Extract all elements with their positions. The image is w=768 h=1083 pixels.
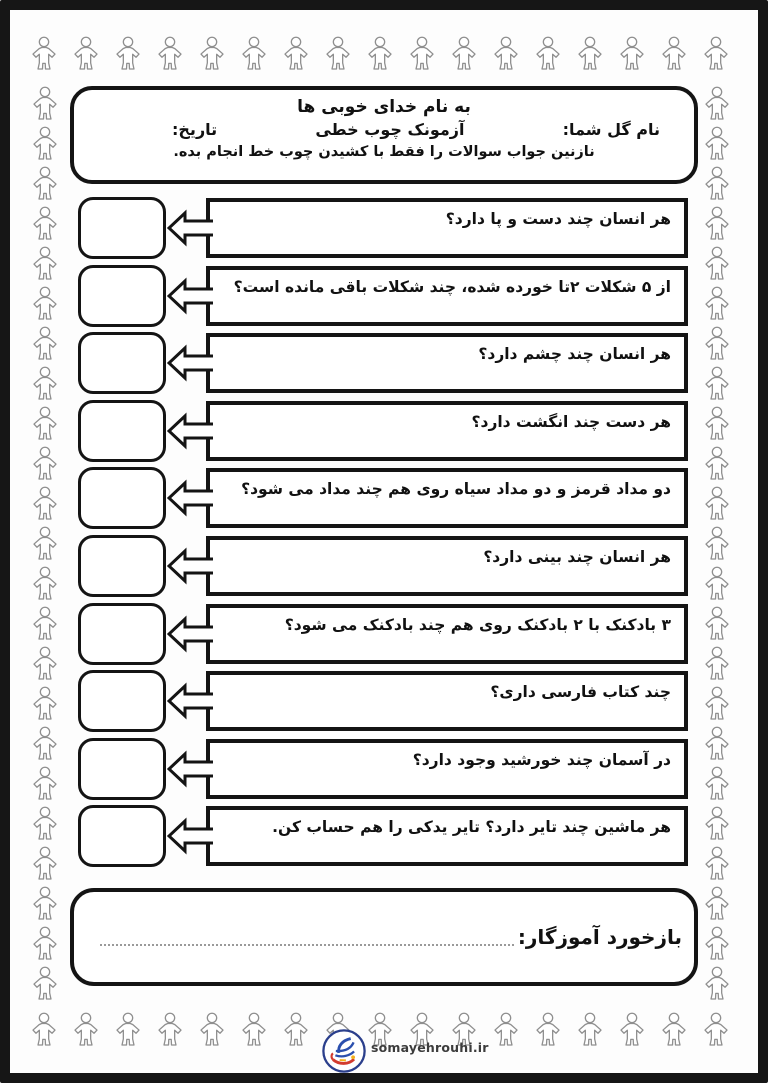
date-label: تاریخ: <box>172 120 218 139</box>
question-box <box>206 671 688 731</box>
question-box <box>206 468 688 528</box>
person-icon <box>114 36 142 74</box>
person-icon <box>703 926 731 964</box>
question-text: ۳ بادکنک با ۲ بادکنک روی هم چند بادکنک می شود؟ <box>284 616 671 634</box>
left-arrow-icon <box>167 208 213 248</box>
question-box <box>206 333 688 393</box>
person-icon <box>198 36 226 74</box>
question-box <box>206 401 688 461</box>
question-text: هر دست چند انگشت دارد؟ <box>471 413 671 431</box>
person-icon <box>240 36 268 74</box>
person-icon <box>114 1012 142 1050</box>
person-icon <box>30 1012 58 1050</box>
person-icon <box>703 886 731 924</box>
person-icon <box>703 966 731 1004</box>
question-box <box>206 739 688 799</box>
person-icon <box>576 36 604 74</box>
person-icon <box>702 36 730 74</box>
person-icon <box>72 36 100 74</box>
person-icon <box>31 126 59 164</box>
person-icon <box>660 36 688 74</box>
instruction-text: نازنین جواب سوالات را فقط با کشیدن چوب خط انجام بده. <box>173 144 595 160</box>
header-box <box>70 86 698 184</box>
left-arrow-icon <box>167 546 213 586</box>
question-text: از ۵ شکلات ۲تا خورده شده، چند شکلات باقی مانده است؟ <box>233 278 671 296</box>
left-arrow-icon <box>167 343 213 383</box>
tally-answer-box[interactable] <box>78 738 166 800</box>
tally-answer-box[interactable] <box>78 805 166 867</box>
teacher-feedback-label: بازخورد آموزگار: <box>517 925 682 949</box>
person-icon <box>408 36 436 74</box>
left-arrow-icon <box>167 614 213 654</box>
question-text: هر انسان چند چشم دارد؟ <box>478 345 671 363</box>
site-logo-icon <box>321 1028 367 1074</box>
left-arrow-icon <box>167 681 213 721</box>
person-icon <box>31 966 59 1004</box>
website-text: somayehrouhi.ir <box>371 1040 489 1055</box>
question-box <box>206 806 688 866</box>
tally-answer-box[interactable] <box>78 400 166 462</box>
question-text: هر انسان چند دست و پا دارد؟ <box>445 210 671 228</box>
person-icon <box>31 886 59 924</box>
quiz-title: آزمونک چوب خطی <box>315 120 465 139</box>
person-icon <box>534 36 562 74</box>
tally-answer-box[interactable] <box>78 197 166 259</box>
left-arrow-icon <box>167 749 213 789</box>
tally-answer-box[interactable] <box>78 535 166 597</box>
question-text: در آسمان چند خورشید وجود دارد؟ <box>412 751 671 769</box>
question-row <box>0 265 768 327</box>
person-icon <box>703 86 731 124</box>
person-icon <box>618 36 646 74</box>
question-row <box>0 603 768 665</box>
left-arrow-icon <box>167 411 213 451</box>
person-icon <box>492 1012 520 1050</box>
question-box <box>206 604 688 664</box>
tally-answer-box[interactable] <box>78 332 166 394</box>
teacher-feedback-box <box>70 888 698 986</box>
question-row <box>0 805 768 867</box>
tally-answer-box[interactable] <box>78 603 166 665</box>
tally-answer-box[interactable] <box>78 670 166 732</box>
person-icon <box>576 1012 604 1050</box>
student-name-label: نام گل شما: <box>562 120 660 139</box>
person-icon <box>450 36 478 74</box>
question-text: چند کتاب فارسی داری؟ <box>490 683 671 701</box>
question-text: هر انسان چند بینی دارد؟ <box>483 548 671 566</box>
person-icon <box>324 36 352 74</box>
feedback-write-line[interactable] <box>100 943 514 946</box>
person-icon <box>156 1012 184 1050</box>
person-icon <box>702 1012 730 1050</box>
person-icon <box>72 1012 100 1050</box>
person-icon <box>618 1012 646 1050</box>
person-icon <box>492 36 520 74</box>
question-text: هر ماشین چند تایر دارد؟ تایر یدکی را هم حساب کن. <box>272 818 671 836</box>
tally-answer-box[interactable] <box>78 467 166 529</box>
person-icon <box>366 36 394 74</box>
question-row <box>0 400 768 462</box>
person-icon <box>30 36 58 74</box>
question-row <box>0 467 768 529</box>
person-icon <box>282 36 310 74</box>
left-arrow-icon <box>167 478 213 518</box>
question-box <box>206 266 688 326</box>
person-icon <box>240 1012 268 1050</box>
question-box <box>206 536 688 596</box>
question-row <box>0 332 768 394</box>
person-icon <box>31 926 59 964</box>
question-row <box>0 738 768 800</box>
left-arrow-icon <box>167 276 213 316</box>
question-text: دو مداد قرمز و دو مداد سیاه روی هم چند مداد می شود؟ <box>241 480 671 498</box>
person-icon <box>156 36 184 74</box>
tally-answer-box[interactable] <box>78 265 166 327</box>
question-row <box>0 535 768 597</box>
left-arrow-icon <box>167 816 213 856</box>
header-fields-row <box>74 120 694 139</box>
bismillah-text: به نام خدای خوبی ها <box>297 97 471 117</box>
question-row <box>0 197 768 259</box>
person-icon <box>534 1012 562 1050</box>
question-row <box>0 670 768 732</box>
person-icon <box>198 1012 226 1050</box>
question-box <box>206 198 688 258</box>
person-icon <box>31 86 59 124</box>
person-icon <box>282 1012 310 1050</box>
person-icon <box>703 126 731 164</box>
person-icon <box>660 1012 688 1050</box>
